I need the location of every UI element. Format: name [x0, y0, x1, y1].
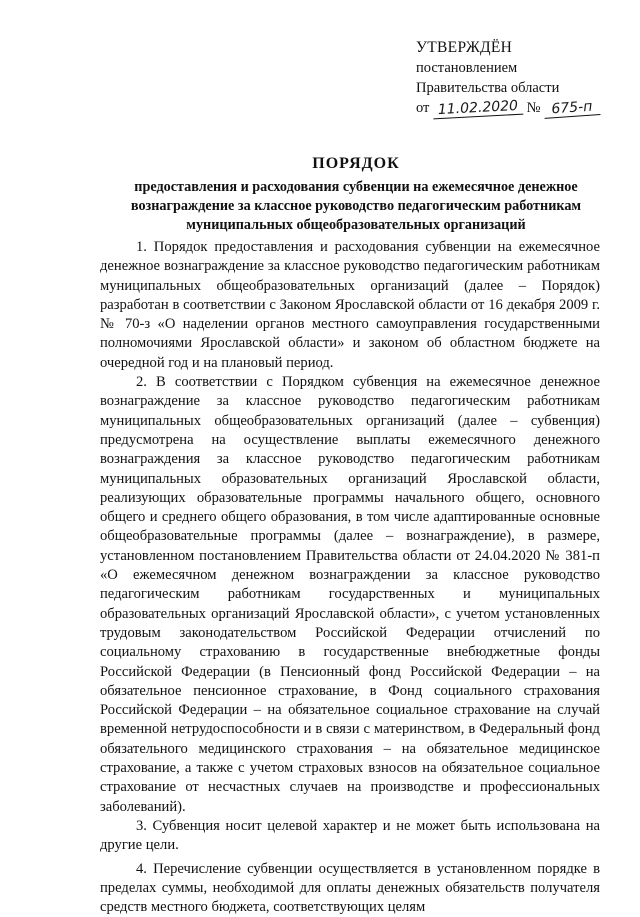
paragraph-4: 4. Перечисление субвенции осуществляется в установленном порядке в пределах суммы, необходимой для оплаты денежных обязательств получателя средств местного бюджета, соответствующих целям [100, 860, 600, 917]
date-prefix: от [416, 100, 429, 116]
handwritten-date: 11.02.2020 [433, 99, 524, 120]
paragraph-2: 2. В соответствии с Порядком субвенция на ежемесячное денежное вознаграждение за классное руководство педагогическим работникам муниципальных общеобразовательных организаций (далее – субвенция) предусмотрена на осуществление выплаты ежемесячного денежного вознаграждения за классное руководство педагогическим работникам муниципальных образовательных организаций Ярославской области, реализующих образовательные программы начального общего, основного общего и среднего общего образования, в том числе адаптированные основные общеобразовательные программы (далее – вознаграждение), в размере, установленном постановлением Правительства области от 24.04.2020 № 381-п «О ежемесячном денежном вознаграждении за классное руководство педагогическим работникам государственных и муниципальных образовательных организаций Ярославской области», с учетом установленных трудовым законодательством Российской Федерации отчислений по социальному страхованию в государственные внебюджетные фонды Российской Федерации (в Пенсионный фонд Российской Федерации – на обязательное пенсионное страхование, в Фонд социального страхования Российской Федерации – на обязательное социальное страхование на случай временной нетрудоспособности и в связи с материнством, в Федеральный фонд обязательного медицинского страхования – на обязательное медицинское страхование, а также с учетом страховых взносов на обязательное социальное страхование от несчастных случаев на производстве и профессиональных заболеваний). [100, 373, 600, 817]
approval-line-2: Правительства области [416, 78, 626, 98]
approval-stamp [416, 38, 626, 118]
document-title [90, 153, 622, 235]
approval-heading: УТВЕРЖДЁН [416, 38, 626, 58]
paragraph-3: 3. Субвенция носит целевой характер и не может быть использована на другие цели. [100, 817, 600, 856]
approval-line-1: постановлением [416, 58, 626, 78]
number-prefix: № [527, 100, 541, 116]
title-main: ПОРЯДОК [90, 153, 622, 175]
paragraph-1: 1. Порядок предоставления и расходования субвенции на ежемесячное денежное вознаграждение за классное руководство педагогическим работникам муниципальных общеобразовательных организаций (далее – Порядок) разработан в соответствии с Законом Ярославской области от 16 декабря 2009 г. № 70-з «О наделении органов местного самоуправления государственными полномочиями Ярославской области» и законом об областном бюджете на очередной год и на плановый период. [100, 238, 600, 373]
approval-dateline [416, 98, 626, 118]
title-subtitle: предоставления и расходования субвенции на ежемесячное денежное вознаграждение за классное руководство педагогическим работникам муниципальных общеобразовательных организаций [90, 178, 622, 235]
document-body [100, 238, 600, 917]
handwritten-number: 675-п [544, 99, 601, 119]
